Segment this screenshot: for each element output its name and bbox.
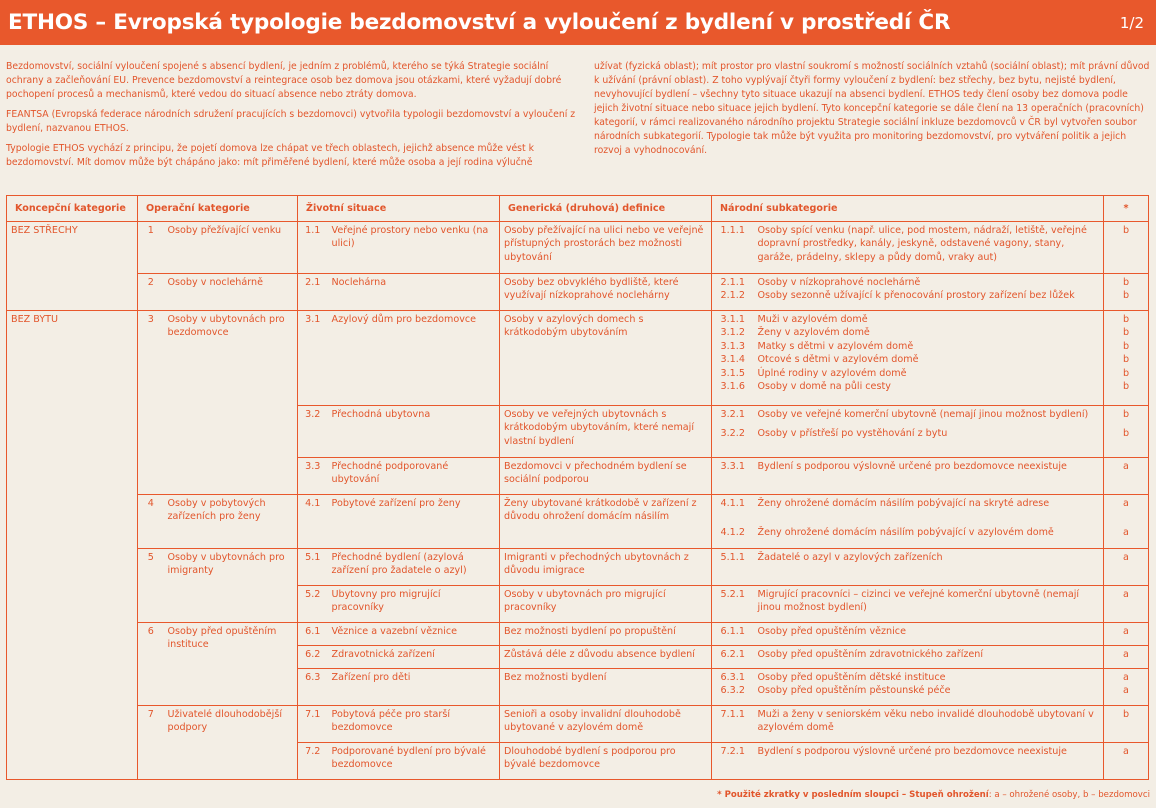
sub-label: Muži a ženy v seniorském věku nebo invalidé dlouhodobě ubytovaní v azylovém domě: [757, 709, 1094, 734]
grade: a: [1123, 589, 1129, 600]
sub-label: Osoby před opuštěním pěstounské péče: [757, 685, 951, 697]
ls-number: 6.1: [298, 623, 328, 646]
sub-number: 3.3.1: [720, 461, 745, 472]
sub-numbers: [712, 743, 754, 780]
intro-right-column: [594, 60, 1152, 164]
generic-definition: Osoby v azylových domech s krátkodobým ubytováním: [500, 311, 712, 406]
sub-labels: [754, 586, 1104, 623]
generic-definition: Bezdomovci v přechodném bydlení se sociální podporou: [500, 458, 712, 495]
sub-labels: [754, 406, 1104, 458]
ls-number: 7.1: [298, 706, 328, 743]
sub-numbers: [712, 406, 754, 458]
intro-paragraph: FEANTSA (Evropská federace národních sdružení pracujících s bezdomovci) vytvořila typologii bezdomovství a vyloučení z bydlení, nazvanou ETHOS.: [6, 109, 576, 134]
sub-numbers: [712, 311, 754, 406]
grades: [1104, 669, 1149, 706]
sub-numbers: [712, 646, 754, 669]
grade: b: [1122, 381, 1130, 393]
ls-label: Přechodná ubytovna: [328, 406, 500, 458]
op-number: 3: [138, 311, 164, 495]
sub-labels: [754, 311, 1104, 406]
ls-number: 3.3: [298, 458, 328, 495]
header-operational: Operační kategorie: [138, 196, 298, 222]
ls-label: Azylový dům pro bezdomovce: [328, 311, 500, 406]
sub-label: Ženy v azylovém domě: [757, 327, 870, 339]
op-number: 5: [138, 549, 164, 623]
grades: [1104, 406, 1149, 458]
generic-definition: Senioři a osoby invalidní dlouhodobě ubytované v azylovém domě: [500, 706, 712, 743]
grade: b: [1122, 340, 1130, 352]
sub-labels: [754, 549, 1104, 586]
sub-label: Bydlení s podporou výslovně určené pro bezdomovce neexistuje: [757, 461, 1067, 472]
sub-numbers: [712, 706, 754, 743]
sub-number: 6.3.1: [720, 672, 745, 683]
ls-label: Podporované bydlení pro bývalé bezdomovce: [328, 743, 500, 780]
grade: a: [1123, 746, 1129, 757]
sub-label: Osoby ve veřejné komerční ubytovně (nemají jinou možnost bydlení): [757, 409, 1089, 420]
op-label: Osoby přežívající venku: [164, 222, 298, 274]
sub-number: 2.1.1: [720, 277, 745, 288]
ls-number: 6.2: [298, 646, 328, 669]
ls-label: Zařízení pro děti: [328, 669, 500, 706]
table-row: [7, 706, 1149, 743]
ls-number: 3.1: [298, 311, 328, 406]
sub-label: Úplné rodiny v azylovém domě: [757, 367, 907, 379]
generic-definition: Zůstává déle z důvodu absence bydlení: [500, 646, 712, 669]
table-header-row: [7, 196, 1149, 222]
sub-label: Osoby spící venku (např. ulice, pod mostem, nádraží, letiště, veřejné dopravní prostředky, kanály, jeskyně, odstavené vagony, stany, garáže, prádelny, sklepy a půdy domů, vraky aut): [757, 225, 1087, 263]
op-label: Osoby před opuštěním instituce: [164, 623, 298, 706]
sub-numbers: [712, 274, 754, 311]
intro-paragraph: užívat (fyzická oblast); mít prostor pro vlastní soukromí s možností sociálních vztahů (sociální oblast); mít právní důvod k užívání (právní oblast). Z toho vyplývají čtyři formy vyloučení z bydlení: bez střechy, bez bytu, nejisté bydlení, nevyhovující bydlení – všechny tyto situace ukazují na absenci bydlení. ETHOS tedy člení osoby bez domova podle jejich životní situace nebo situace jejich bydlení. Tyto koncepční kategorie se dále člení na 13 operačních (pracovních) kategorií, v rámci realizovaného národního projektu Strategie sociální inkluze bezdomovců v ČR byl vytvořen soubor národních subkategorií. Typologie tak může být využita pro monitoring bezdomovství, pro vytváření politik a jejich rozvoj a vyhodnocování.: [594, 61, 1150, 156]
ls-number: 3.2: [298, 406, 328, 458]
generic-definition: Osoby ve veřejných ubytovnách s krátkodobým ubytováním, které nemají vlastní bydlení: [500, 406, 712, 458]
table-row: [7, 274, 1149, 311]
grade: b: [1122, 354, 1130, 366]
ls-number: 6.3: [298, 669, 328, 706]
op-label: Osoby v noclehárně: [164, 274, 298, 311]
ls-number: 4.1: [298, 495, 328, 549]
sub-number: 7.1.1: [720, 709, 745, 720]
sub-label: Matky s dětmi v azylovém domě: [757, 340, 914, 352]
sub-labels: [754, 495, 1104, 549]
grades: [1104, 458, 1149, 495]
sub-number: 3.1.5: [720, 367, 745, 379]
grades: [1104, 743, 1149, 780]
sub-number: 3.1.3: [720, 340, 745, 352]
grade: a: [1123, 672, 1129, 683]
sub-label: Osoby v přístřeší po vystěhování z bytu: [757, 428, 948, 440]
sub-labels: [754, 743, 1104, 780]
grades: [1104, 623, 1149, 646]
grades: [1104, 586, 1149, 623]
sub-numbers: [712, 222, 754, 274]
header-life-situation: Životní situace: [298, 196, 500, 222]
sub-label: Migrující pracovníci – cizinci ve veřejné komerční ubytovně (nemají jinou možnost bydlení): [757, 589, 1080, 614]
sub-label: Ženy ohrožené domácím násilím pobývající na skryté adrese: [757, 498, 1050, 509]
generic-definition: Osoby v ubytovnách pro migrující pracovníky: [500, 586, 712, 623]
sub-label: Osoby před opuštěním dětské instituce: [757, 672, 946, 683]
ls-label: Přechodné bydlení (azylová zařízení pro žadatele o azyl): [328, 549, 500, 586]
grade: b: [1122, 409, 1130, 420]
table-row: [7, 623, 1149, 646]
sub-labels: [754, 706, 1104, 743]
op-number: 1: [138, 222, 164, 274]
intro-left-column: [6, 60, 576, 176]
sub-label: Osoby před opuštěním věznice: [757, 626, 906, 637]
sub-number: 6.1.1: [720, 626, 745, 637]
generic-definition: Dlouhodobé bydlení s podporou pro bývalé bezdomovce: [500, 743, 712, 780]
sub-number: 3.1.1: [720, 314, 745, 325]
sub-label: Ženy ohrožené domácím násilím pobývající v azylovém domě: [757, 527, 1054, 539]
grade: a: [1123, 527, 1129, 539]
sub-numbers: [712, 549, 754, 586]
sub-numbers: [712, 623, 754, 646]
grade: b: [1122, 314, 1130, 325]
grade: a: [1123, 626, 1129, 637]
grades: [1104, 222, 1149, 274]
ls-label: Věznice a vazební věznice: [328, 623, 500, 646]
grade: b: [1122, 225, 1130, 236]
ethos-table: [6, 195, 1149, 780]
op-number: 2: [138, 274, 164, 311]
table-row: [7, 222, 1149, 274]
sub-labels: [754, 646, 1104, 669]
sub-number: 5.1.1: [720, 552, 745, 563]
header-grade: *: [1104, 196, 1149, 222]
page-number: 1/2: [1119, 13, 1144, 32]
grades: [1104, 706, 1149, 743]
sub-label: Otcové s dětmi v azylovém domě: [757, 354, 919, 366]
generic-definition: Bez možnosti bydlení: [500, 669, 712, 706]
ls-label: Noclehárna: [328, 274, 500, 311]
sub-labels: [754, 669, 1104, 706]
generic-definition: Bez možnosti bydlení po propuštění: [500, 623, 712, 646]
grade: a: [1123, 552, 1129, 563]
sub-numbers: [712, 669, 754, 706]
grade: a: [1123, 649, 1129, 660]
grades: [1104, 495, 1149, 549]
grades: [1104, 646, 1149, 669]
concept-cell: BEZ BYTU: [7, 311, 138, 780]
sub-number: 3.1.4: [720, 354, 745, 366]
sub-labels: [754, 623, 1104, 646]
op-number: 7: [138, 706, 164, 780]
sub-numbers: [712, 458, 754, 495]
header-concept: Koncepční kategorie: [7, 196, 138, 222]
op-label: Osoby v ubytovnách pro bezdomovce: [164, 311, 298, 495]
sub-label: Osoby v nízkoprahové noclehárně: [757, 277, 921, 288]
sub-number: 7.2.1: [720, 746, 745, 757]
ls-label: Pobytové zařízení pro ženy: [328, 495, 500, 549]
table-row: [7, 495, 1149, 549]
table-row: [7, 311, 1149, 406]
sub-number: 6.3.2: [720, 685, 745, 697]
sub-number: 2.1.2: [720, 290, 745, 302]
grade: b: [1122, 709, 1130, 720]
generic-definition: Osoby bez obvyklého bydliště, které využívají nízkoprahové noclehárny: [500, 274, 712, 311]
grade: a: [1123, 685, 1129, 697]
sub-label: Osoby sezonně užívající k přenocování prostory zařízení bez lůžek: [757, 290, 1075, 302]
sub-numbers: [712, 495, 754, 549]
sub-label: Osoby v domě na půli cesty: [757, 381, 891, 393]
grades: [1104, 274, 1149, 311]
header-national-subcategory: Národní subkategorie: [712, 196, 1104, 222]
grade: a: [1123, 461, 1129, 472]
op-number: 6: [138, 623, 164, 706]
sub-number: 6.2.1: [720, 649, 745, 660]
ls-number: 7.2: [298, 743, 328, 780]
concept-cell: BEZ STŘECHY: [7, 222, 138, 311]
sub-numbers: [712, 586, 754, 623]
op-label: Uživatelé dlouhodobější podpory: [164, 706, 298, 780]
grade: a: [1123, 498, 1129, 509]
sub-labels: [754, 222, 1104, 274]
ls-label: Přechodné podporované ubytování: [328, 458, 500, 495]
grades: [1104, 311, 1149, 406]
table-row: [7, 549, 1149, 586]
ls-label: Ubytovny pro migrující pracovníky: [328, 586, 500, 623]
sub-number: 4.1.2: [720, 527, 745, 539]
sub-number: 1.1.1: [720, 225, 745, 236]
sub-labels: [754, 458, 1104, 495]
footnote-label: * Použité zkratky v posledním sloupci – Stupeň ohrožení: [717, 790, 989, 800]
sub-label: Žadatelé o azyl v azylových zařízeních: [757, 552, 943, 563]
header-generic-definition: Generická (druhová) definice: [500, 196, 712, 222]
intro-paragraph: Bezdomovství, sociální vyloučení spojené s absencí bydlení, je jedním z problémů, kterého se týká Strategie sociální ochrany a začleňování EU. Prevence bezdomovství a reintegrace osob bez domova jsou otázkami, které vyžadují dobré pochopení procesů a mechanismů, které vedou do situací absence nebo ztráty domova.: [6, 61, 562, 100]
title-banner: [0, 0, 1156, 45]
grade: b: [1122, 290, 1130, 302]
ls-number: 2.1: [298, 274, 328, 311]
page-title: ETHOS – Evropská typologie bezdomovství a vyloučení z bydlení v prostředí ČR: [8, 10, 951, 35]
ls-number: 5.1: [298, 549, 328, 586]
sub-number: 3.1.2: [720, 327, 745, 339]
op-number: 4: [138, 495, 164, 549]
sub-labels: [754, 274, 1104, 311]
grade: b: [1122, 367, 1130, 379]
sub-label: Osoby před opuštěním zdravotnického zařízení: [757, 649, 984, 660]
sub-number: 4.1.1: [720, 498, 745, 509]
op-label: Osoby v ubytovnách pro imigranty: [164, 549, 298, 623]
footnote-text: : a – ohrožené osoby, b – bezdomovci: [988, 790, 1150, 800]
grade: b: [1122, 428, 1130, 440]
sub-number: 3.2.2: [720, 428, 745, 440]
grade: b: [1122, 327, 1130, 339]
grade: b: [1122, 277, 1130, 288]
sub-number: 3.1.6: [720, 381, 745, 393]
generic-definition: Imigranti v přechodných ubytovnách z důvodu imigrace: [500, 549, 712, 586]
sub-label: Bydlení s podporou výslovně určené pro bezdomovce neexistuje: [757, 746, 1067, 757]
intro-paragraph: Typologie ETHOS vychází z principu, že pojetí domova lze chápat ve třech oblastech, jejichž absence může vést k bezdomovství. Mít domov může být chápáno jako: mít přiměřené bydlení, které může osoba a její rodina výlučně: [6, 143, 534, 168]
ls-label: Veřejné prostory nebo venku (na ulici): [328, 222, 500, 274]
grades: [1104, 549, 1149, 586]
ls-label: Pobytová péče pro starší bezdomovce: [328, 706, 500, 743]
ls-number: 1.1: [298, 222, 328, 274]
sub-number: 5.2.1: [720, 589, 745, 600]
ls-number: 5.2: [298, 586, 328, 623]
sub-number: 3.2.1: [720, 409, 745, 420]
footnote: [717, 790, 1150, 800]
generic-definition: Osoby přežívající na ulici nebo ve veřejně přístupných prostorách bez možnosti ubytování: [500, 222, 712, 274]
ls-label: Zdravotnická zařízení: [328, 646, 500, 669]
op-label: Osoby v pobytových zařízeních pro ženy: [164, 495, 298, 549]
sub-label: Muži v azylovém domě: [757, 314, 868, 325]
generic-definition: Ženy ubytované krátkodobě v zařízení z důvodu ohrožení domácím násilím: [500, 495, 712, 549]
